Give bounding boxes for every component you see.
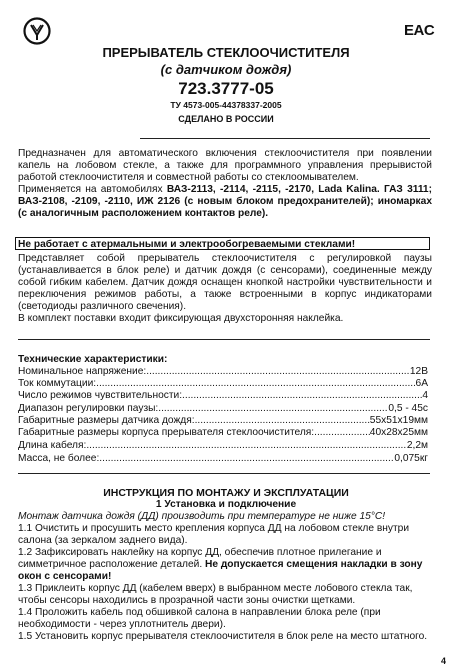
tu-standard: ТУ 4573-005-44378337-2005 (170, 100, 282, 110)
spec-value: 2,2м (406, 440, 428, 451)
spec-value: 0,075кг (394, 453, 428, 464)
spec-label: Ток коммутации: (18, 378, 97, 389)
spec-value: 4 (422, 390, 428, 401)
spec-row (18, 366, 428, 378)
divider (140, 138, 430, 139)
description-text: Представляет собой прерыватель стеклоочистителя с регулировкой паузы (устанавливается в блок реле) и датчик дождя (с сенсорами), соединенные между собой гибким кабелем. Датчик дождя оснащен кнопкой настройки чувствительности и переключения режимов работы, а также встроенными в корпус индикаторами (светодиоды различного свечения). (18, 253, 432, 312)
kit-text: В комплект поставки входит фиксирующая двухсторонняя наклейка. (18, 313, 344, 324)
specs-title: Технические характеристики: (18, 354, 168, 365)
eac-certification-mark: EAC (404, 22, 435, 39)
applied-vehicles-list: ВАЗ-2113, -2114, -2115, -2170, Lada Kalina. ГАЗ 3111; ВАЗ-2108, -2109, -2110, ИЖ 2126 (с новым блоком предохранителей); иномарках (с аналогичным расположением контактов реле). (18, 184, 432, 219)
spec-value: 55х51х19мм (369, 415, 428, 426)
spec-label: Масса, не более: (18, 453, 100, 464)
purpose-text: Предназначен для автоматического включения стеклоочистителя при появлении капель на лобовом стекле, а также для программного управления прерывистой работой стеклоочистителя и совместной работы со стеклоомывателем. (18, 148, 432, 183)
product-subtitle: (с датчиком дождя) (160, 62, 292, 77)
step-1-5: 1.5 Установить корпус прерывателя стеклоочистителя в блок реле на место штатного. (18, 631, 428, 642)
spec-row (18, 415, 428, 427)
spec-row (18, 453, 428, 465)
spec-label: Число режимов чувствительности: (18, 390, 183, 401)
model-number: 723.3777-05 (178, 79, 274, 98)
product-title: ПРЕРЫВАТЕЛЬ СТЕКЛООЧИСТИТЕЛЯ (102, 45, 350, 60)
spec-value: 6А (415, 378, 428, 389)
page-number: 4 (441, 656, 447, 666)
spec-row (18, 440, 428, 452)
applied-prefix: Применяется на автомобилях (18, 184, 167, 195)
divider (18, 339, 430, 340)
step-1-1: 1.1 Очистить и просушить место крепления корпуса ДД на лобовом стекле внутри салона (за зеркалом заднего вида). (18, 523, 410, 546)
spec-label: Габаритные размеры корпуса прерывателя стеклоочистителя: (18, 427, 315, 438)
divider (18, 473, 430, 474)
spec-row (18, 427, 428, 439)
step-1-3: 1.3 Приклеить корпус ДД (кабелем вверх) в выбранном месте лобового стекла так, чтобы сенсоры находились в прозрачной части зоны очистки щетками. (18, 583, 413, 606)
spec-value: 40х28х25мм (369, 427, 428, 438)
instruction-steps (18, 523, 432, 643)
step-1-2-text: 1.2 Зафиксировать наклейку на корпус ДД, обеспечив плотное прилегание и симметричное расположение деталей. (18, 547, 382, 570)
instructions-title: ИНСТРУКЦИЯ ПО МОНТАЖУ И ЭКСПЛУАТАЦИИ (103, 487, 349, 499)
step-1-2-warning: Не допускается смещения накладки в зону окон с сенсорами! (18, 559, 423, 582)
spec-label: Диапазон регулировки паузы: (18, 403, 159, 414)
made-in-label: СДЕЛАНО В РОССИИ (178, 114, 274, 124)
spec-row (18, 378, 428, 390)
spec-label: Габаритные размеры датчика дождя: (18, 415, 195, 426)
step-1-4: 1.4 Проложить кабель под обшивкой салона в направлении блока реле (при необходимости - через уплотнитель двери). (18, 607, 381, 630)
spec-value: 0,5 - 45с (388, 403, 428, 414)
description-paragraph (18, 253, 432, 325)
section-title: 1 Установка и подключение (155, 499, 297, 510)
purpose-paragraph (18, 148, 432, 220)
spec-row (18, 390, 428, 402)
step-1-2 (18, 547, 432, 583)
spec-value: 12В (409, 366, 428, 377)
spec-label: Номинальное напряжение: (18, 366, 147, 377)
manufacturer-logo-icon (23, 17, 51, 45)
spec-row (18, 403, 428, 415)
applied-vehicles-text (18, 184, 432, 220)
spec-label: Длина кабеля: (18, 440, 87, 451)
temperature-note: Монтаж датчика дождя (ДД) производить при температуре не ниже 15°С! (18, 511, 386, 522)
warning-box: Не работает с атермальными и электрообогреваемыми стеклами! (15, 237, 430, 250)
